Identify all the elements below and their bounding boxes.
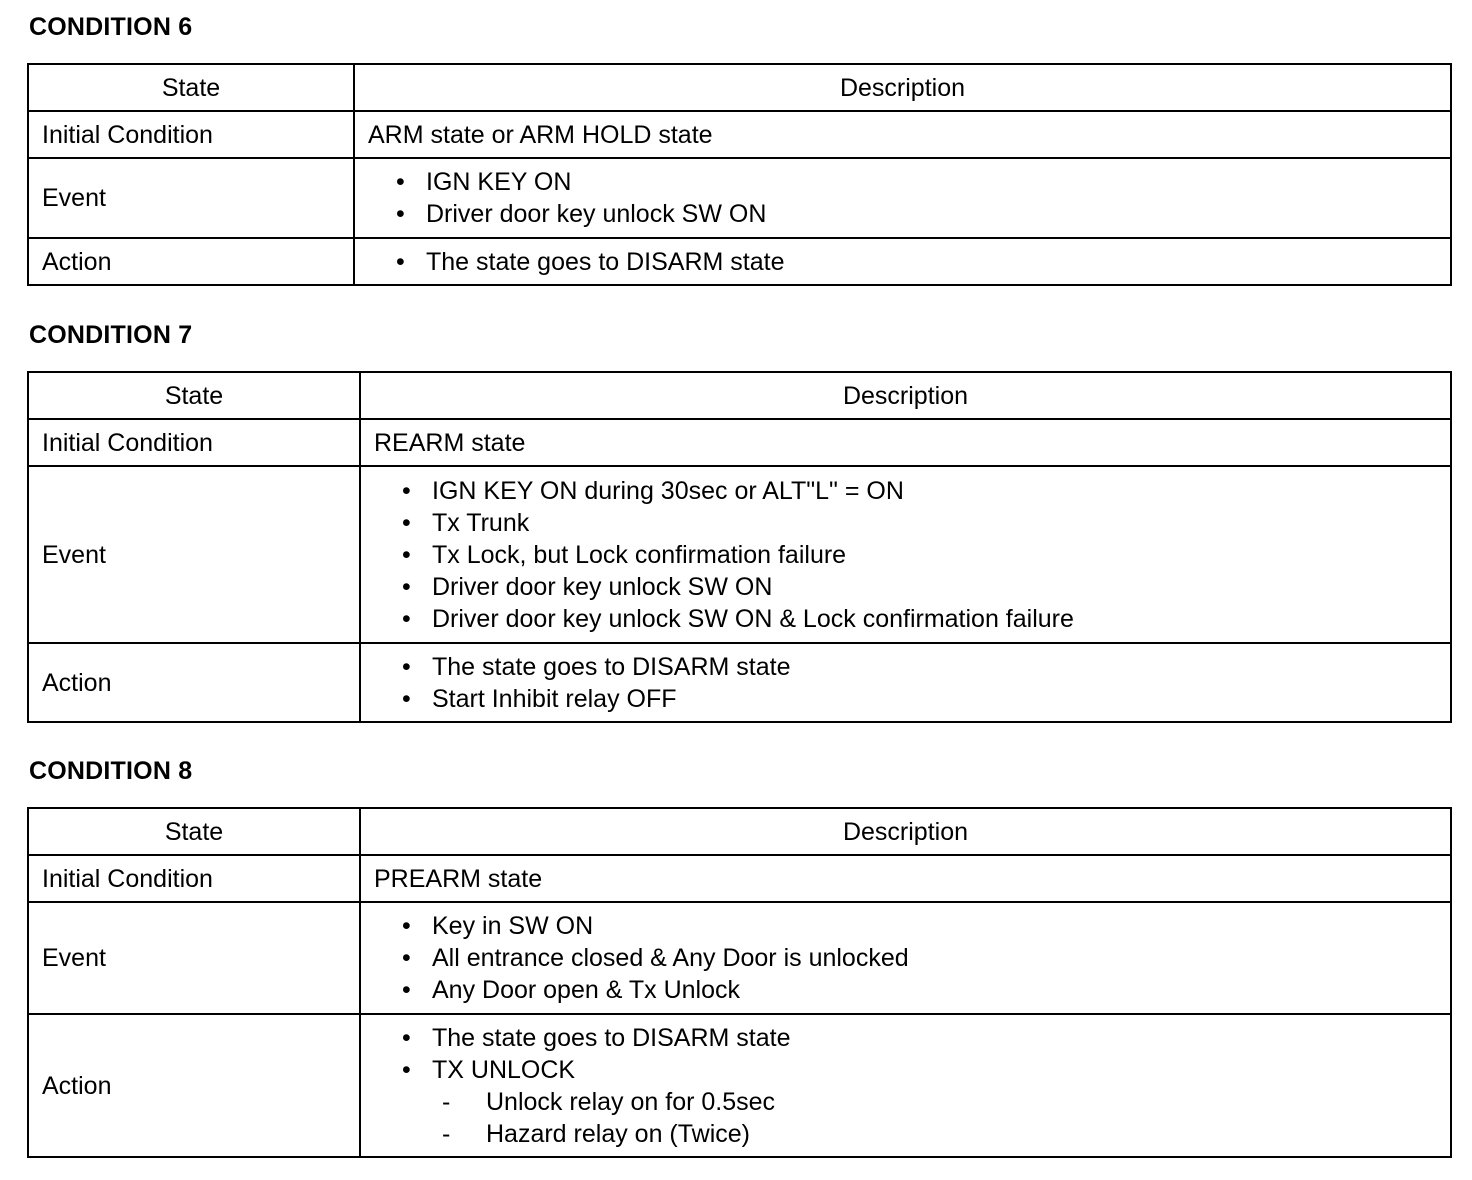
bullet-icon: •: [402, 912, 411, 940]
table-header-row: [28, 808, 1451, 855]
action-row: [28, 643, 1451, 722]
description-column-header: Description: [360, 808, 1451, 855]
list-item: • Driver door key unlock SW ON: [396, 200, 767, 228]
list-item: • IGN KEY ON: [396, 168, 572, 196]
initial-condition-label: Initial Condition: [28, 111, 354, 158]
event-label: Event: [28, 902, 360, 1014]
bullet-icon: •: [396, 247, 405, 276]
state-column-header: State: [28, 372, 360, 419]
initial-condition-value: REARM state: [360, 419, 1451, 466]
action-list: [374, 651, 1450, 715]
list-item: • Start Inhibit relay OFF: [402, 684, 677, 713]
bullet-icon: •: [402, 508, 411, 537]
bullet-icon: •: [402, 684, 411, 713]
bullet-icon: •: [396, 168, 405, 196]
table-header-row: [28, 372, 1451, 419]
sub-list-item: - Unlock relay on for 0.5sec: [442, 1087, 776, 1116]
list-item: • The state goes to DISARM state: [396, 247, 785, 276]
initial-condition-value: ARM state or ARM HOLD state: [354, 111, 1451, 158]
bullet-icon: •: [402, 944, 411, 972]
state-column-header: State: [28, 808, 360, 855]
action-description: [360, 1014, 1451, 1157]
state-column-header: State: [28, 64, 354, 111]
action-description: [354, 238, 1451, 285]
list-item: • Key in SW ON: [402, 912, 594, 940]
bullet-icon: •: [402, 1023, 411, 1052]
action-label: Action: [28, 643, 360, 722]
description-column-header: Description: [354, 64, 1451, 111]
event-row: [28, 466, 1451, 643]
event-list: [368, 166, 1450, 230]
list-item: • Tx Lock, but Lock confirmation failure: [402, 540, 847, 569]
event-list: [374, 910, 1450, 1006]
list-item: • IGN KEY ON during 30sec or ALT"L" = ON: [402, 476, 904, 505]
list-item: • Any Door open & Tx Unlock: [402, 976, 741, 1004]
condition-8-table: [27, 807, 1452, 1158]
condition-7-table: [27, 371, 1452, 723]
bullet-icon: •: [402, 976, 411, 1004]
description-column-header: Description: [360, 372, 1451, 419]
bullet-icon: •: [402, 1055, 411, 1084]
list-item: • The state goes to DISARM state: [402, 652, 791, 681]
bullet-icon: •: [402, 476, 411, 505]
action-row: [28, 1014, 1451, 1157]
sub-list-item: - Hazard relay on (Twice): [442, 1119, 750, 1148]
action-sublist: [374, 1086, 1450, 1150]
event-description: [360, 466, 1451, 643]
action-label: Action: [28, 238, 354, 285]
event-row: [28, 158, 1451, 238]
bullet-icon: •: [402, 572, 411, 601]
event-label: Event: [28, 158, 354, 238]
action-description: [360, 643, 1451, 722]
event-description: [354, 158, 1451, 238]
event-label: Event: [28, 466, 360, 643]
bullet-icon: •: [402, 652, 411, 681]
event-list: [374, 475, 1450, 635]
list-item: • Driver door key unlock SW ON & Lock confirmation failure: [402, 604, 1074, 633]
condition-7-heading: CONDITION 7: [29, 321, 193, 349]
initial-condition-label: Initial Condition: [28, 419, 360, 466]
initial-condition-value: PREARM state: [360, 855, 1451, 902]
list-item: • TX UNLOCK: [402, 1055, 576, 1084]
action-row: [28, 238, 1451, 285]
event-description: [360, 902, 1451, 1014]
list-item: • Tx Trunk: [402, 508, 530, 537]
action-label: Action: [28, 1014, 360, 1157]
event-row: [28, 902, 1451, 1014]
list-item: • The state goes to DISARM state: [402, 1023, 791, 1052]
bullet-icon: •: [396, 200, 405, 228]
initial-condition-row: [28, 419, 1451, 466]
list-item: • Driver door key unlock SW ON: [402, 572, 773, 601]
condition-6-heading: CONDITION 6: [29, 13, 193, 41]
dash-icon: -: [442, 1119, 451, 1148]
initial-condition-row: [28, 855, 1451, 902]
condition-8-heading: CONDITION 8: [29, 757, 193, 785]
bullet-icon: •: [402, 540, 411, 569]
table-header-row: [28, 64, 1451, 111]
initial-condition-label: Initial Condition: [28, 855, 360, 902]
initial-condition-row: [28, 111, 1451, 158]
action-list: [368, 246, 1450, 278]
action-list: [374, 1022, 1450, 1086]
condition-6-table: [27, 63, 1452, 286]
bullet-icon: •: [402, 604, 411, 633]
list-item: • All entrance closed & Any Door is unlocked: [402, 944, 909, 972]
dash-icon: -: [442, 1087, 451, 1116]
